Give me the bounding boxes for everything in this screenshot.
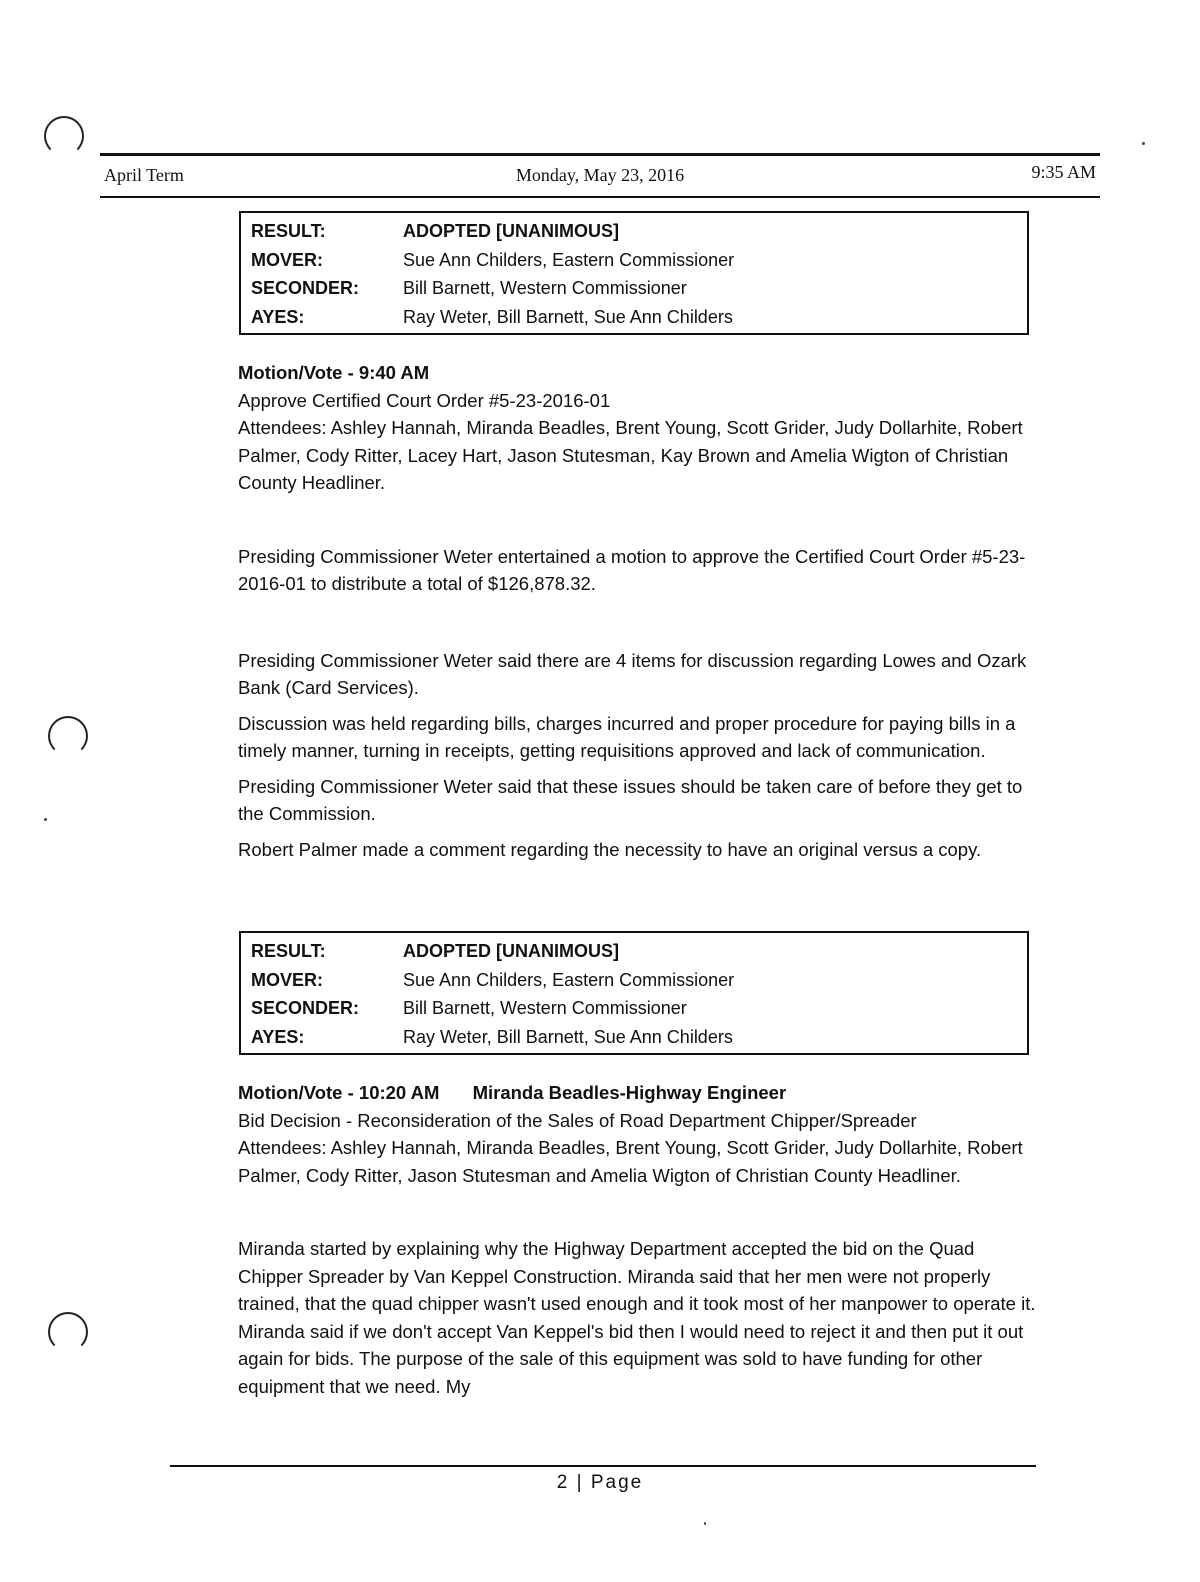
attendees-list: Attendees: Ashley Hannah, Miranda Beadles, Brent Young, Scott Grider, Judy Dollarhite, Robert Palmer, Cody Ritter, Lacey Hart, Jason Stutesman, Kay Brown and Amelia Wigton of Christian County Headliner. [238, 417, 1023, 493]
result-value: ADOPTED [UNANIMOUS] [403, 941, 619, 961]
result-box-2 [239, 931, 1029, 1055]
paragraph: Miranda started by explaining why the Highway Department accepted the bid on the Quad Chipper Spreader by Van Keppel Construction. Miranda said that her men were not properly trained, that the quad chipper wasn't used enough and it took most of her manpower to operate it. Miranda said if we don't accept Van Keppel's bid then I would need to reject it and then put it out again for bids. The purpose of the sale of this equipment was sold to have funding for other equipment that we need. My [238, 1238, 1036, 1397]
motion-heading: Motion/Vote - 9:40 AM [238, 362, 430, 383]
ayes-value: Ray Weter, Bill Barnett, Sue Ann Childers [403, 1026, 733, 1047]
seconder-row [251, 274, 1027, 303]
header-rule-top [100, 153, 1100, 156]
result-row [251, 937, 1027, 966]
result-label: RESULT: [251, 941, 326, 961]
header-time: 9:35 AM [1031, 162, 1096, 182]
motion-heading-topic: Miranda Beadles-Highway Engineer [472, 1082, 787, 1103]
hole-punch-top [44, 116, 84, 156]
paragraph: Presiding Commissioner Weter said there are 4 items for discussion regarding Lowes and Ozark Bank (Card Services). [238, 649, 1027, 698]
scan-speck [1142, 142, 1145, 145]
footer-rule [170, 1465, 1036, 1467]
mover-value: Sue Ann Childers, Eastern Commissioner [403, 249, 735, 270]
paragraph: Discussion was held regarding bills, charges incurred and proper procedure for paying bills in a timely manner, turning in receipts, getting requisitions approved and lack of communication. [238, 712, 1016, 761]
motion-heading [238, 1079, 1038, 1107]
result-value: ADOPTED [UNANIMOUS] [403, 221, 619, 241]
motion-subject: Approve Certified Court Order #5-23-2016-01 [238, 389, 611, 411]
scan-speck [44, 818, 47, 821]
mover-value: Sue Ann Childers, Eastern Commissioner [403, 969, 735, 990]
page-number: 2 | Page [556, 1472, 644, 1493]
header-date: Monday, May 23, 2016 [515, 165, 685, 185]
seconder-label: SECONDER: [251, 998, 360, 1018]
seconder-value: Bill Barnett, Western Commissioner [403, 278, 687, 298]
scan-speck [704, 1522, 706, 1525]
paragraph: Robert Palmer made a comment regarding the necessity to have an original versus a copy. [238, 838, 982, 860]
paragraph: Presiding Commissioner Weter entertained a motion to approve the Certified Court Order #5-23-2016-01 to distribute a total of $126,878.32. [238, 545, 1026, 594]
paragraph: Presiding Commissioner Weter said that these issues should be taken care of before they get to the Commission. [238, 775, 1023, 824]
hole-punch-middle [48, 716, 88, 756]
mover-label: MOVER: [251, 969, 323, 990]
mover-label: MOVER: [251, 249, 323, 270]
motion-subject: Bid Decision - Reconsideration of the Sales of Road Department Chipper/Spreader [238, 1109, 917, 1131]
seconder-value: Bill Barnett, Western Commissioner [403, 998, 687, 1018]
ayes-label: AYES: [251, 1026, 305, 1047]
result-label: RESULT: [251, 221, 326, 241]
result-box-1 [239, 211, 1029, 335]
ayes-row [251, 303, 1027, 332]
seconder-label: SECONDER: [251, 278, 360, 298]
mover-row [251, 246, 1027, 275]
ayes-value: Ray Weter, Bill Barnett, Sue Ann Childers [403, 306, 733, 327]
attendees-list: Attendees: Ashley Hannah, Miranda Beadles, Brent Young, Scott Grider, Judy Dollarhite, Robert Palmer, Cody Ritter, Jason Stutesman and Amelia Wigton of Christian County Headliner. [238, 1137, 1023, 1186]
header-rule-bottom [100, 196, 1100, 198]
header-term: April Term [104, 165, 184, 185]
ayes-label: AYES: [251, 306, 305, 327]
seconder-row [251, 994, 1027, 1023]
mover-row [251, 966, 1027, 995]
hole-punch-bottom [48, 1312, 88, 1352]
motion-section-1 [238, 359, 1038, 863]
ayes-row [251, 1023, 1027, 1052]
motion-heading-time: Motion/Vote - 10:20 AM [238, 1082, 440, 1103]
result-row [251, 217, 1027, 246]
motion-section-2 [238, 1079, 1038, 1400]
